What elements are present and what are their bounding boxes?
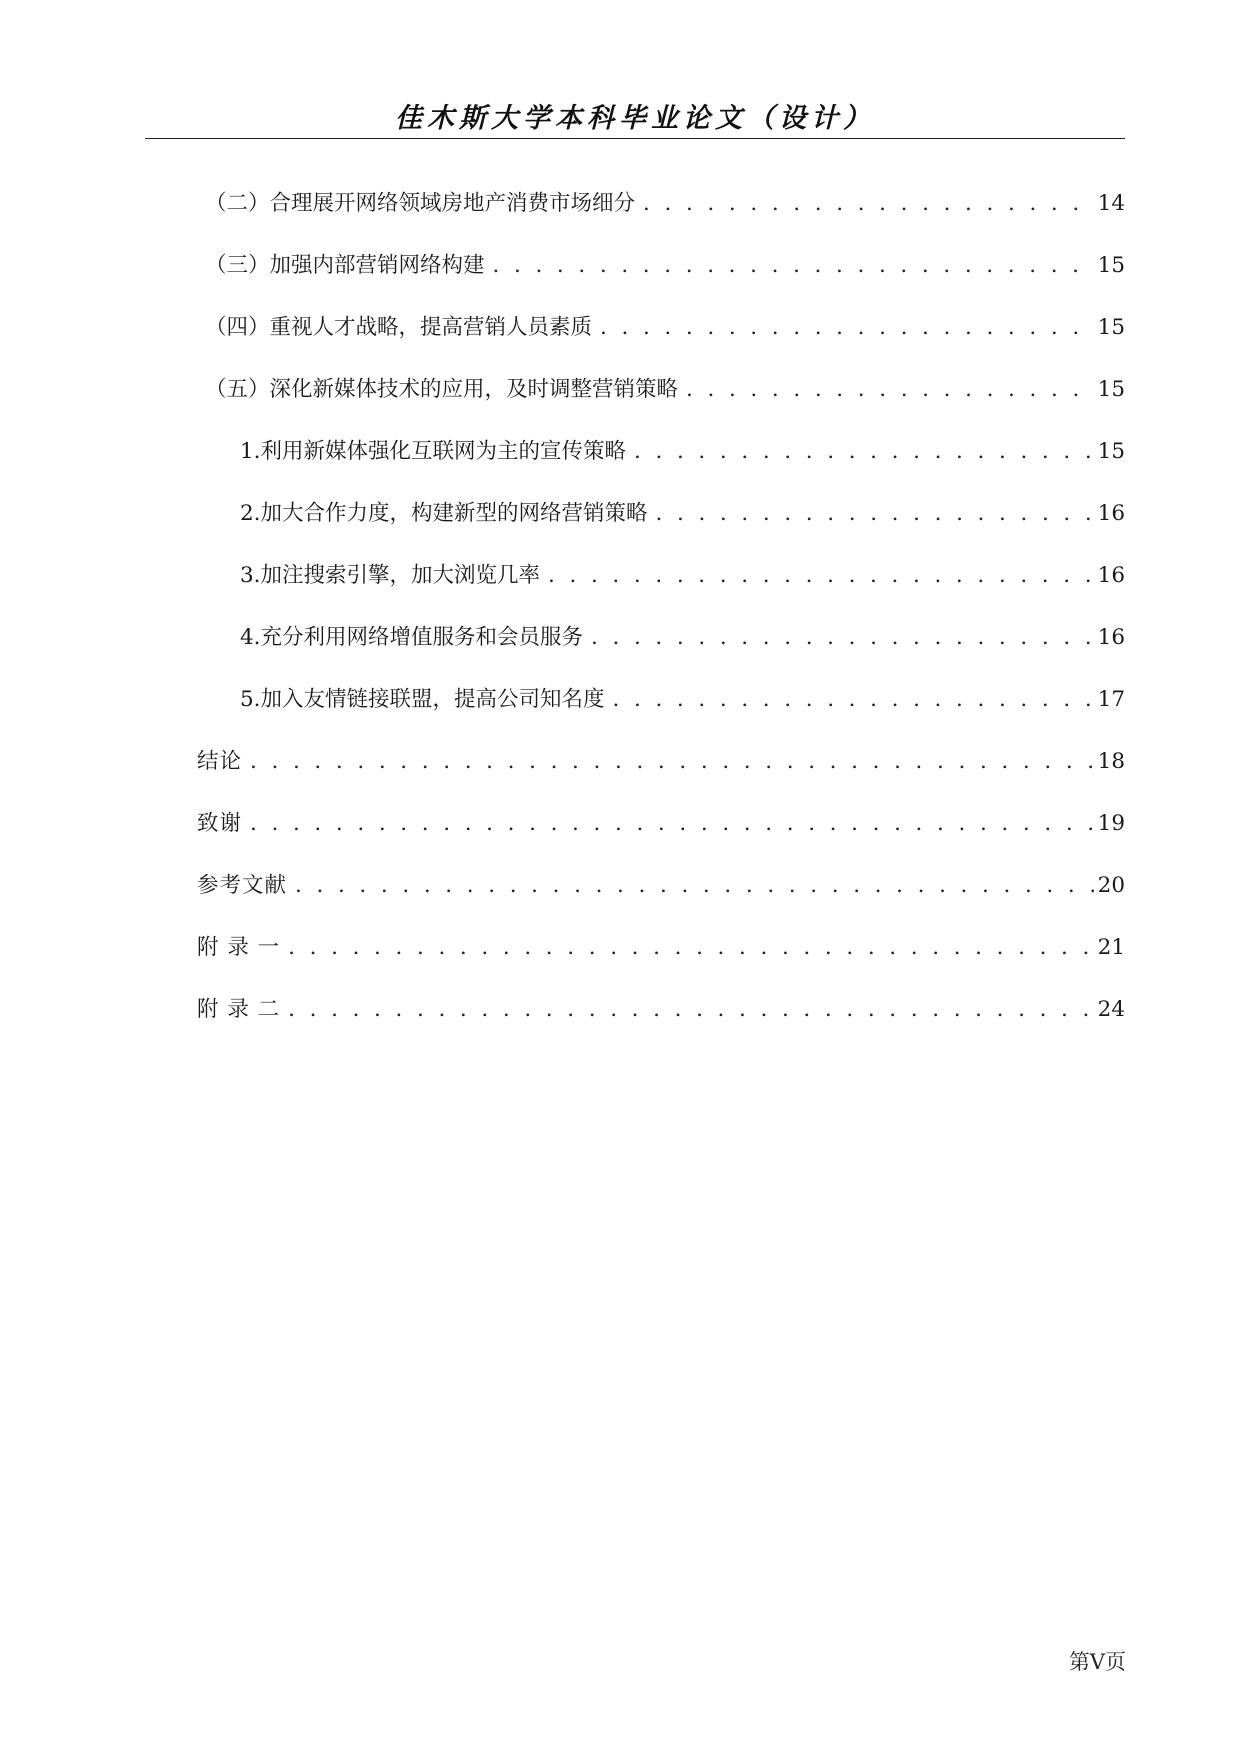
toc-dot-leader xyxy=(548,558,1094,594)
toc-dot-leader xyxy=(288,930,1093,966)
toc-entry[interactable] xyxy=(205,372,1125,408)
toc-entry[interactable] xyxy=(205,186,1125,222)
toc-entry-title: 1.利用新媒体强化互联网为主的宣传策略 xyxy=(240,439,627,464)
toc-entry-title: 5.加入友情链接联盟，提高公司知名度 xyxy=(240,687,605,712)
toc-entry-title: 3.加注搜索引擎，加大浏览几率 xyxy=(240,563,541,588)
toc-entry-page: 21 xyxy=(1097,935,1125,960)
toc-entry-page: 16 xyxy=(1097,501,1125,526)
toc-entry-title: （二）合理展开网络领域房地产消费市场细分 xyxy=(205,191,636,216)
toc-entry[interactable] xyxy=(197,744,1125,780)
toc-entry-page: 24 xyxy=(1097,997,1125,1022)
toc-dot-leader xyxy=(643,186,1094,222)
toc-dot-leader xyxy=(686,372,1094,408)
toc-entry[interactable] xyxy=(240,682,1125,718)
toc-dot-leader xyxy=(591,620,1094,656)
toc-dot-leader xyxy=(656,496,1094,532)
toc-entry-title: 4.充分利用网络增值服务和会员服务 xyxy=(240,625,584,650)
toc-dot-leader xyxy=(634,434,1094,470)
toc-entry-page: 16 xyxy=(1097,563,1125,588)
toc-dot-leader xyxy=(250,744,1094,780)
toc-entry-page: 15 xyxy=(1097,377,1125,402)
toc-entry-title: （四）重视人才战略，提高营销人员素质 xyxy=(205,315,593,340)
toc-entry-page: 14 xyxy=(1097,191,1125,216)
toc-dot-leader xyxy=(288,992,1093,1028)
toc-entry[interactable] xyxy=(240,620,1125,656)
header-divider xyxy=(145,138,1125,139)
toc-entry-page: 18 xyxy=(1097,749,1125,774)
toc-entry-page: 15 xyxy=(1097,253,1125,278)
toc-entry-title: 结论 xyxy=(197,749,243,774)
toc-entry-page: 16 xyxy=(1097,625,1125,650)
toc-entry-page: 15 xyxy=(1097,439,1125,464)
page-number: 第V页 xyxy=(1068,1650,1126,1674)
toc-entry-title: 附 录 一 xyxy=(197,935,281,960)
toc-dot-leader xyxy=(600,310,1094,346)
toc-entry[interactable] xyxy=(197,806,1125,842)
toc-entry-title: （五）深化新媒体技术的应用，及时调整营销策略 xyxy=(205,377,679,402)
toc-entry[interactable] xyxy=(205,310,1125,346)
toc-dot-leader xyxy=(295,868,1094,904)
toc-entry-title: 2.加大合作力度，构建新型的网络营销策略 xyxy=(240,501,648,526)
toc-dot-leader xyxy=(250,806,1094,842)
toc-entry[interactable] xyxy=(240,558,1125,594)
toc-entry[interactable] xyxy=(240,434,1125,470)
toc-dot-leader xyxy=(613,682,1094,718)
toc-entry-page: 17 xyxy=(1097,687,1125,712)
toc-entry-page: 15 xyxy=(1097,315,1125,340)
page-header-title: 佳木斯大学本科毕业论文（设计） xyxy=(395,103,875,134)
toc-entry-page: 19 xyxy=(1097,811,1125,836)
toc-entry-title: （三）加强内部营销网络构建 xyxy=(205,253,485,278)
toc-entry[interactable] xyxy=(197,930,1125,966)
toc-entry-title: 致谢 xyxy=(197,811,243,836)
toc-entry[interactable] xyxy=(197,868,1125,904)
toc-entry[interactable] xyxy=(240,496,1125,532)
toc-dot-leader xyxy=(493,248,1094,284)
toc-entry-title: 附 录 二 xyxy=(197,997,281,1022)
toc-entry-title: 参考文献 xyxy=(197,873,288,898)
toc-entry[interactable] xyxy=(205,248,1125,284)
toc-entry[interactable] xyxy=(197,992,1125,1028)
toc-entry-page: 20 xyxy=(1097,873,1125,898)
